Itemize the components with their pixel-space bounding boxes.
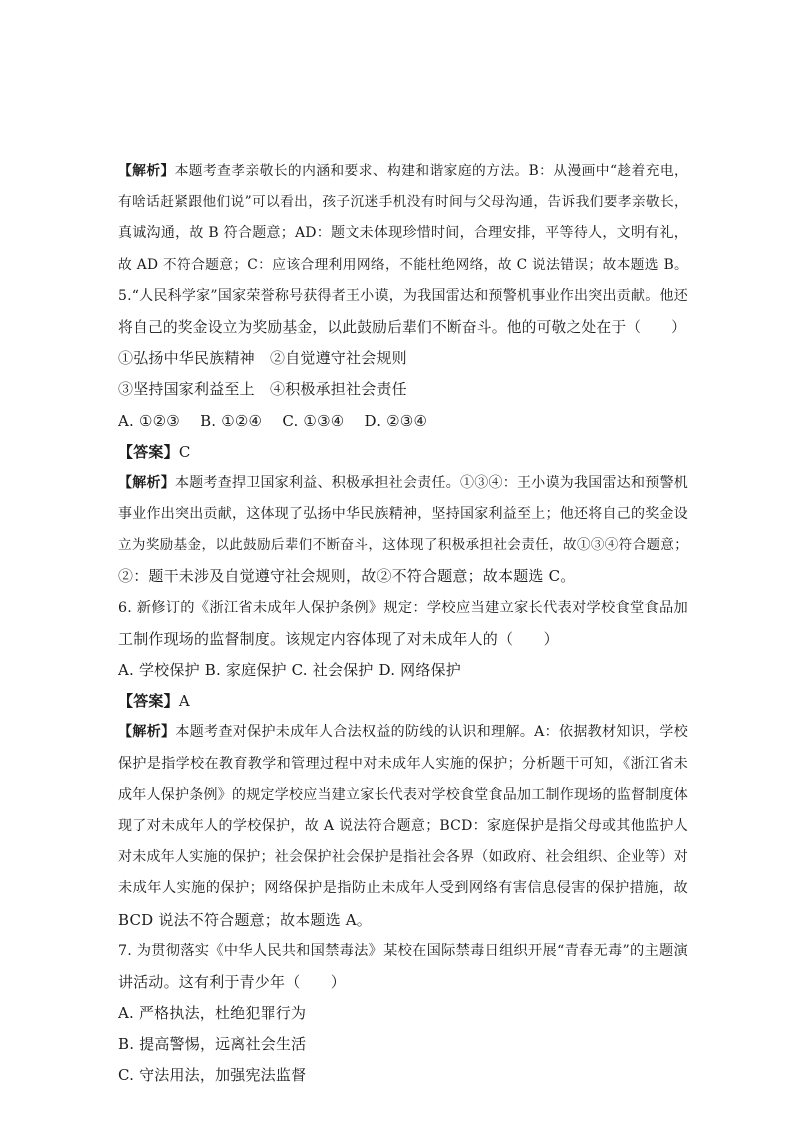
analysis-line xyxy=(118,717,688,748)
analysis-tag: 【解析】 xyxy=(118,163,175,179)
question-7-option-b xyxy=(118,1029,688,1060)
line-text: 讲活动。这有利于青少年（ ） xyxy=(118,972,347,991)
document-body xyxy=(118,156,688,1092)
question-6-stem-cont xyxy=(118,624,688,655)
text-line xyxy=(118,749,688,780)
line-text: 5.“人民科学家”国家荣誉称号获得者王小谟，为我国雷达和预警机事业作出突出贡献。他还 xyxy=(118,287,688,304)
text-line xyxy=(118,250,688,281)
text-line xyxy=(118,530,688,561)
text-line xyxy=(118,187,688,218)
analysis-tag: 【解析】 xyxy=(118,724,176,741)
line-text: C. 守法用法，加强宪法监督 xyxy=(118,1066,307,1085)
question-6-stem xyxy=(118,593,688,624)
text-line xyxy=(118,873,688,904)
analysis-tag: 【解析】 xyxy=(118,474,176,491)
question-7-stem-cont xyxy=(118,967,688,998)
line-text: ①弘扬中华民族精神 ②自觉遵守社会规则 xyxy=(118,349,407,368)
text-line xyxy=(118,499,688,530)
line-text: 6. 新修订的《浙江省未成年人保护条例》规定：学校应当建立家长代表对学校食堂食品加 xyxy=(118,599,688,616)
line-text: 立为奖励基金，以此鼓励后辈们不断奋斗，这体现了积极承担社会责任，故①③④符合题意； xyxy=(118,537,688,554)
line-text: B. 提高警惕，远离社会生活 xyxy=(118,1035,307,1054)
question-5-stem-cont xyxy=(118,312,688,343)
text-line xyxy=(118,780,688,811)
line-text: 7. 为贯彻落实《中华人民共和国禁毒法》某校在国际禁毒日组织开展“青春无毒”的主题演 xyxy=(118,942,688,959)
analysis-line xyxy=(118,156,688,187)
line-text: 对未成年人实施的保护；社会保护社会保护是指社会各界（如政府、社会组织、企业等）对 xyxy=(118,849,688,866)
answer-tag: 【答案】 xyxy=(118,442,179,461)
line-text: 保护是指学校在教育教学和管理过程中对未成年人实施的保护；分析题干可知，《浙江省未 xyxy=(118,755,688,772)
line-text: 未成年人实施的保护；网络保护是指防止未成年人受到网络有害信息侵害的保护措施，故 xyxy=(118,880,688,897)
line-text: 本题考查孝亲敬长的内涵和要求、构建和谐家庭的方法。B：从漫画中“趁着充电， xyxy=(174,163,688,179)
question-6-options xyxy=(118,655,688,686)
line-text: BCD 说法不符合题意；故本题选 A。 xyxy=(118,910,372,929)
line-text: 现了对未成年人的学校保护，故 A 说法符合题意；BCD：家庭保护是指父母或其他监护人 xyxy=(118,817,688,834)
line-text: 本题考查对保护未成年人合法权益的防线的认识和理解。A：依据教材知识，学校 xyxy=(175,724,688,741)
line-text: 本题考查捍卫国家利益、积极承担社会责任。①③④：王小谟为我国雷达和预警机 xyxy=(175,474,688,491)
line-text: 真诚沟通，故 B 符合题意；AD：题文未体现珍惜时间，合理安排，平等待人，文明有礼， xyxy=(118,225,688,242)
text-line xyxy=(118,811,688,842)
question-7-option-a xyxy=(118,998,688,1029)
analysis-line xyxy=(118,468,688,499)
line-text: 工制作现场的监督制度。该规定内容体现了对未成年人的（ ） xyxy=(118,629,559,648)
line-text: ③坚持国家利益至上 ④积极承担社会责任 xyxy=(118,380,407,399)
line-text: A. 严格执法，杜绝犯罪行为 xyxy=(118,1004,307,1023)
question-5-statements xyxy=(118,374,688,405)
line-text: 故 AD 不符合题意；C：应该合理利用网络，不能杜绝网络，故 C 说法错误；故本题选 B。 xyxy=(118,256,688,273)
answer-tag: 【答案】 xyxy=(118,692,179,711)
text-line xyxy=(118,905,688,936)
text-line xyxy=(118,218,688,249)
line-text: 将自己的奖金设立为奖励基金，以此鼓励后辈们不断奋斗。他的可敬之处在于（ ） xyxy=(118,318,687,336)
text-line xyxy=(118,842,688,873)
question-7-option-c xyxy=(118,1060,688,1091)
answer-value: C xyxy=(178,442,191,461)
answer-line xyxy=(118,437,688,468)
line-text: 事业作出突出贡献，这体现了弘扬中华民族精神，坚持国家利益至上；他还将自己的奖金设 xyxy=(118,506,688,523)
line-text: A. ①②③ B. ①②④ C. ①③④ D. ②③④ xyxy=(118,411,428,430)
answer-line xyxy=(118,686,688,717)
question-5-stem xyxy=(118,281,688,312)
answer-value: A xyxy=(178,692,190,711)
line-text: A. 学校保护 B. 家庭保护 C. 社会保护 D. 网络保护 xyxy=(118,661,461,679)
question-5-options xyxy=(118,406,688,437)
line-text: 成年人保护条例》的规定学校应当建立家长代表对学校食堂食品加工制作现场的监督制度体 xyxy=(118,786,688,803)
text-line xyxy=(118,561,688,592)
line-text: ②：题干未涉及自觉遵守社会规则，故②不符合题意；故本题选 C。 xyxy=(118,567,576,586)
question-7-stem xyxy=(118,936,688,967)
question-5-statements xyxy=(118,343,688,374)
line-text: 有啥话赶紧跟他们说”可以看出，孩子沉迷手机没有时间与父母沟通，告诉我们要孝亲敬长， xyxy=(118,194,688,211)
